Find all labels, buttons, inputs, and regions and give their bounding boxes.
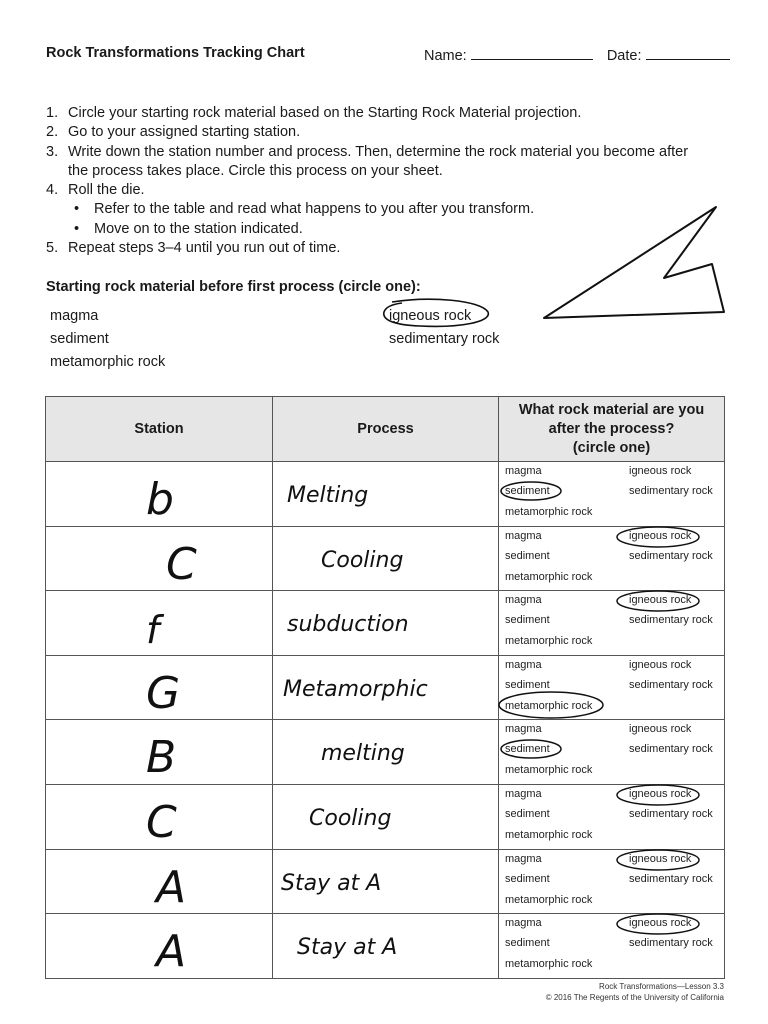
material-option-metamorphic-rock[interactable]: metamorphic rock: [505, 828, 593, 841]
footer-copyright: © 2016 The Regents of the University of California: [545, 992, 724, 1002]
material-option-igneous-rock[interactable]: igneous rock: [629, 787, 692, 800]
footer-lesson: Rock Transformations—Lesson 3.3: [599, 982, 724, 991]
circle-mark: [380, 298, 495, 332]
station-handwriting: b: [146, 474, 174, 525]
material-option-magma[interactable]: magma: [505, 529, 542, 542]
name-date-fields: [424, 45, 730, 64]
process-cell[interactable]: [273, 720, 499, 785]
process-handwriting: Cooling: [321, 547, 404, 573]
result-column-header: What rock material are you after the process? (circle one): [499, 397, 725, 462]
name-label: Name:: [424, 48, 467, 64]
station-handwriting: B: [146, 732, 177, 784]
material-option-sediment[interactable]: sediment: [505, 743, 550, 756]
instruction-substep: • Move on to the station indicated.: [74, 220, 303, 237]
table-row: [46, 849, 725, 914]
instruction-step: 4. Roll the die.: [46, 182, 145, 199]
tracking-table: [45, 396, 725, 979]
name-field[interactable]: [471, 45, 593, 60]
instruction-step: 2. Go to your assigned starting station.: [46, 124, 301, 141]
station-handwriting: C: [166, 538, 197, 590]
worksheet-title: Rock Transformations Tracking Chart: [46, 45, 305, 61]
material-option-magma[interactable]: magma: [505, 852, 542, 865]
process-column-header: Process: [273, 397, 499, 462]
process-handwriting: Cooling: [309, 805, 392, 831]
material-option-sedimentary-rock[interactable]: sedimentary rock: [629, 549, 713, 562]
material-option-metamorphic-rock[interactable]: metamorphic rock: [505, 699, 593, 712]
material-option-sediment[interactable]: sediment: [505, 614, 550, 627]
material-option-magma[interactable]: magma: [505, 594, 542, 607]
material-option-metamorphic-rock[interactable]: metamorphic rock: [505, 893, 593, 906]
instruction-step: 1. Circle your starting rock material based on the Starting Rock Material projection.: [46, 105, 582, 121]
table-row: [46, 462, 725, 527]
station-cell[interactable]: [46, 462, 273, 527]
material-option-sediment[interactable]: sediment: [505, 937, 550, 950]
table-row: [46, 720, 725, 785]
station-handwriting: G: [146, 667, 181, 719]
material-option-sediment[interactable]: sediment: [505, 807, 550, 820]
result-cell: [499, 526, 725, 591]
material-option-igneous-rock[interactable]: igneous rock: [629, 723, 692, 736]
material-option-igneous-rock[interactable]: igneous rock: [629, 917, 692, 930]
process-cell[interactable]: [273, 655, 499, 720]
material-option-sediment[interactable]: sediment: [505, 678, 550, 691]
material-option-magma[interactable]: magma: [505, 658, 542, 671]
result-cell: [499, 914, 725, 979]
material-option-sedimentary-rock[interactable]: sedimentary rock: [629, 614, 713, 627]
table-row: [46, 655, 725, 720]
material-option-metamorphic-rock[interactable]: metamorphic rock: [505, 506, 593, 518]
table-header-row: [46, 397, 725, 462]
result-cell: [499, 591, 725, 656]
station-cell[interactable]: [46, 849, 273, 914]
station-handwriting: A: [156, 861, 187, 913]
material-option-metamorphic-rock[interactable]: metamorphic rock: [505, 764, 593, 777]
station-cell[interactable]: [46, 526, 273, 591]
material-option-igneous-rock[interactable]: igneous rock: [629, 594, 692, 607]
station-column-header: Station: [46, 397, 273, 462]
material-option-sedimentary-rock[interactable]: sedimentary rock: [629, 743, 713, 756]
result-cell: [499, 784, 725, 849]
instruction-step: 5. Repeat steps 3–4 until you run out of time.: [46, 240, 341, 257]
material-option-magma[interactable]: magma: [505, 723, 542, 736]
start-option-metamorphic-rock[interactable]: metamorphic rock: [50, 354, 166, 370]
station-handwriting: A: [156, 926, 187, 978]
page-footer: [546, 982, 724, 1003]
process-cell[interactable]: [273, 784, 499, 849]
process-handwriting: Melting: [287, 483, 369, 508]
table-row: [46, 784, 725, 849]
process-cell[interactable]: [273, 849, 499, 914]
process-handwriting: Metamorphic: [283, 676, 428, 702]
triangle-doodle: [540, 202, 730, 322]
material-option-sedimentary-rock[interactable]: sedimentary rock: [629, 678, 713, 691]
process-cell[interactable]: [273, 462, 499, 527]
result-cell: [499, 849, 725, 914]
material-option-sedimentary-rock[interactable]: sedimentary rock: [629, 872, 713, 885]
station-cell[interactable]: [46, 914, 273, 979]
material-option-sedimentary-rock[interactable]: sedimentary rock: [629, 937, 713, 950]
material-option-metamorphic-rock[interactable]: metamorphic rock: [505, 570, 593, 583]
date-label: Date:: [606, 48, 642, 64]
start-option-magma[interactable]: magma: [50, 308, 99, 324]
material-option-igneous-rock[interactable]: igneous rock: [629, 465, 692, 477]
station-cell[interactable]: [46, 720, 273, 785]
station-cell[interactable]: [46, 655, 273, 720]
date-field[interactable]: [646, 45, 730, 60]
material-option-magma[interactable]: magma: [505, 465, 542, 477]
process-cell[interactable]: [273, 591, 499, 656]
material-option-igneous-rock[interactable]: igneous rock: [629, 852, 692, 865]
material-option-magma[interactable]: magma: [505, 787, 542, 800]
material-option-metamorphic-rock[interactable]: metamorphic rock: [505, 635, 593, 648]
material-option-sediment[interactable]: sediment: [505, 872, 550, 885]
material-option-sediment[interactable]: sediment: [505, 549, 550, 562]
material-option-sedimentary-rock[interactable]: sedimentary rock: [629, 485, 713, 497]
table-row: [46, 526, 725, 591]
process-handwriting: subduction: [287, 612, 409, 638]
station-handwriting: C: [146, 796, 177, 848]
material-option-igneous-rock[interactable]: igneous rock: [629, 658, 692, 671]
result-cell: [499, 720, 725, 785]
material-option-sedimentary-rock[interactable]: sedimentary rock: [629, 807, 713, 820]
process-handwriting: Stay at A: [281, 870, 382, 896]
starting-material-heading: Starting rock material before first process (circle one):: [46, 279, 421, 295]
process-handwriting: Stay at A: [297, 935, 398, 961]
result-cell: [499, 655, 725, 720]
material-option-igneous-rock[interactable]: igneous rock: [629, 529, 692, 542]
table-row: [46, 591, 725, 656]
instruction-substep: • Refer to the table and read what happens to you after you transform.: [74, 201, 535, 218]
material-option-sediment[interactable]: sediment: [505, 485, 550, 497]
process-cell[interactable]: [273, 914, 499, 979]
result-cell: [499, 462, 725, 527]
instruction-step: 3. Write down the station number and process. Then, determine the rock material you become after the process takes place. Circle this process on your sheet.: [46, 143, 689, 179]
table-row: [46, 914, 725, 979]
start-option-sediment[interactable]: sediment: [50, 331, 109, 347]
process-cell[interactable]: [273, 526, 499, 591]
start-option-igneous-rock[interactable]: igneous rock: [389, 308, 472, 324]
station-cell[interactable]: [46, 784, 273, 849]
station-cell[interactable]: [46, 591, 273, 656]
material-option-magma[interactable]: magma: [505, 917, 542, 930]
start-option-sedimentary-rock[interactable]: sedimentary rock: [389, 331, 500, 347]
material-option-metamorphic-rock[interactable]: metamorphic rock: [505, 958, 593, 971]
process-handwriting: melting: [321, 741, 405, 767]
station-handwriting: f: [146, 608, 160, 653]
